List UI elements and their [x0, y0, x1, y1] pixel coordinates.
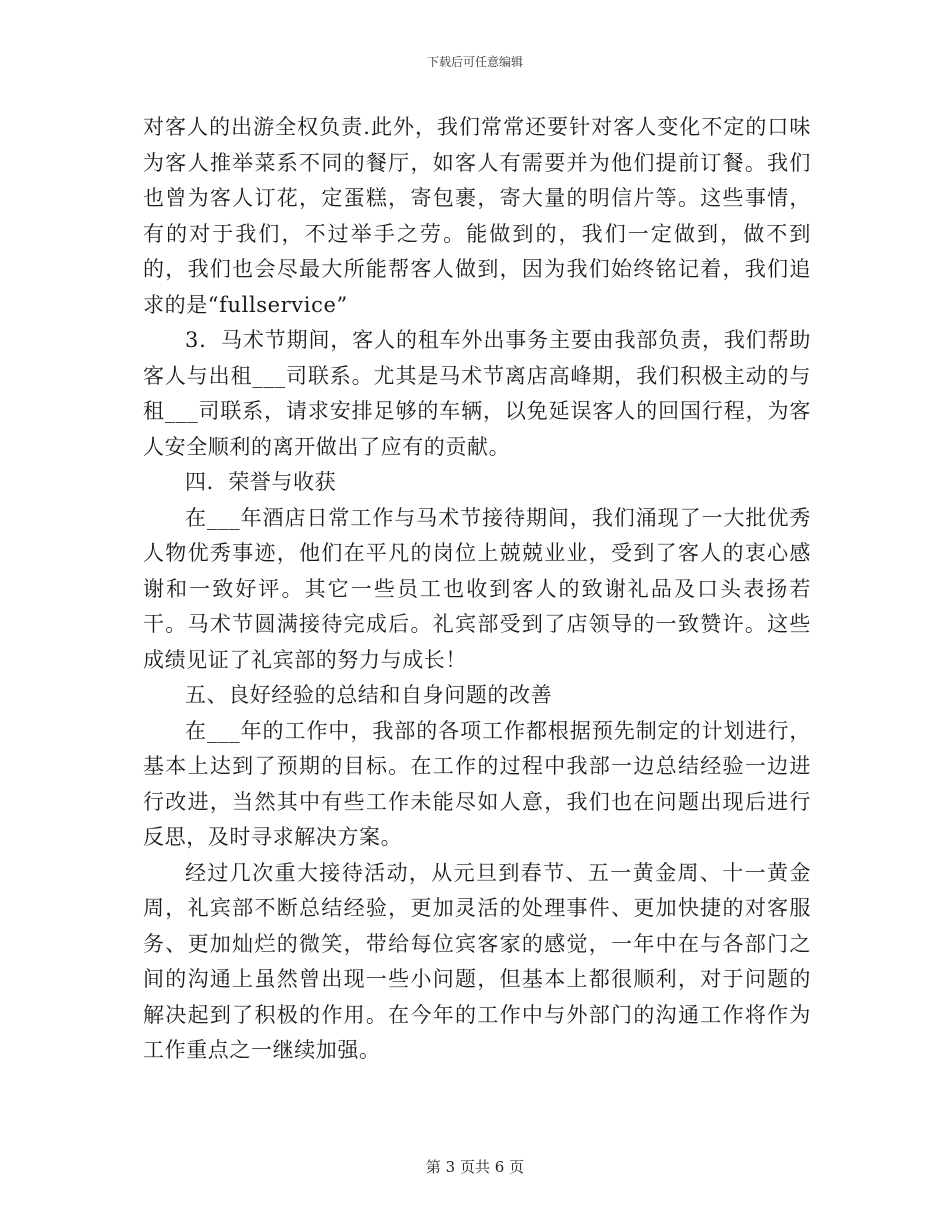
section-heading-honors: 四．荣誉与收获	[185, 470, 337, 494]
page-header: 下载后可任意编辑	[426, 55, 523, 69]
paragraph-5: 经过几次重大接待活动，从元旦到春节、五一黄金周、十一黄金周，礼宾部不断总结经验，更加灵活的处理事件、更加快捷的对客服务、更加灿烂的微笑，带给每位宾客家的感觉，一年中在与各部门之间的沟通上虽然曾出现一些小问题，但基本上都很顺利，对于问题的解决起到了积极的作用。在今年的工作中与外部门的沟通工作将作为工作重点之一继续加强。	[143, 860, 811, 1062]
paragraph-1: 对客人的出游全权负责.此外，我们常常还要针对客人变化不定的口味为客人推举菜系不同的餐厅，如客人有需要并为他们提前订餐。我们也曾为客人订花，定蛋糕，寄包裹，寄大量的明信片等。这些事情，有的对于我们，不过举手之劳。能做到的，我们一定做到，做不到的，我们也会尽最大所能帮客人做到，因为我们始终铭记着，我们追求的是“fullservice”	[143, 115, 811, 317]
page-footer: 第 3 页共 6 页	[425, 1158, 525, 1176]
paragraph-2: 3．马术节期间，客人的租车外出事务主要由我部负责，我们帮助客人与出租___司联系。尤其是马术节离店高峰期，我们积极主动的与租___司联系，请求安排足够的车辆，以免延误客人的回国行程，为客人安全顺利的离开做出了应有的贡献。	[143, 328, 811, 459]
document-body	[143, 110, 811, 1069]
paragraph-4: 在___年的工作中，我部的各项工作都根据预先制定的计划进行，基本上达到了预期的目标。在工作的过程中我部一边总结经验一边进行改进，当然其中有些工作未能尽如人意，我们也在问题出现后进行反思，及时寻求解决方案。	[143, 718, 811, 849]
paragraph-3: 在___年酒店日常工作与马术节接待期间，我们涌现了一大批优秀人物优秀事迹，他们在平凡的岗位上兢兢业业，受到了客人的衷心感谢和一致好评。其它一些员工也收到客人的致谢礼品及口头表扬若干。马术节圆满接待完成后。礼宾部受到了店领导的一致赞许。这些成绩见证了礼宾部的努力与成长！	[143, 505, 811, 672]
section-heading-experience: 五、良好经验的总结和自身问题的改善	[185, 683, 553, 707]
